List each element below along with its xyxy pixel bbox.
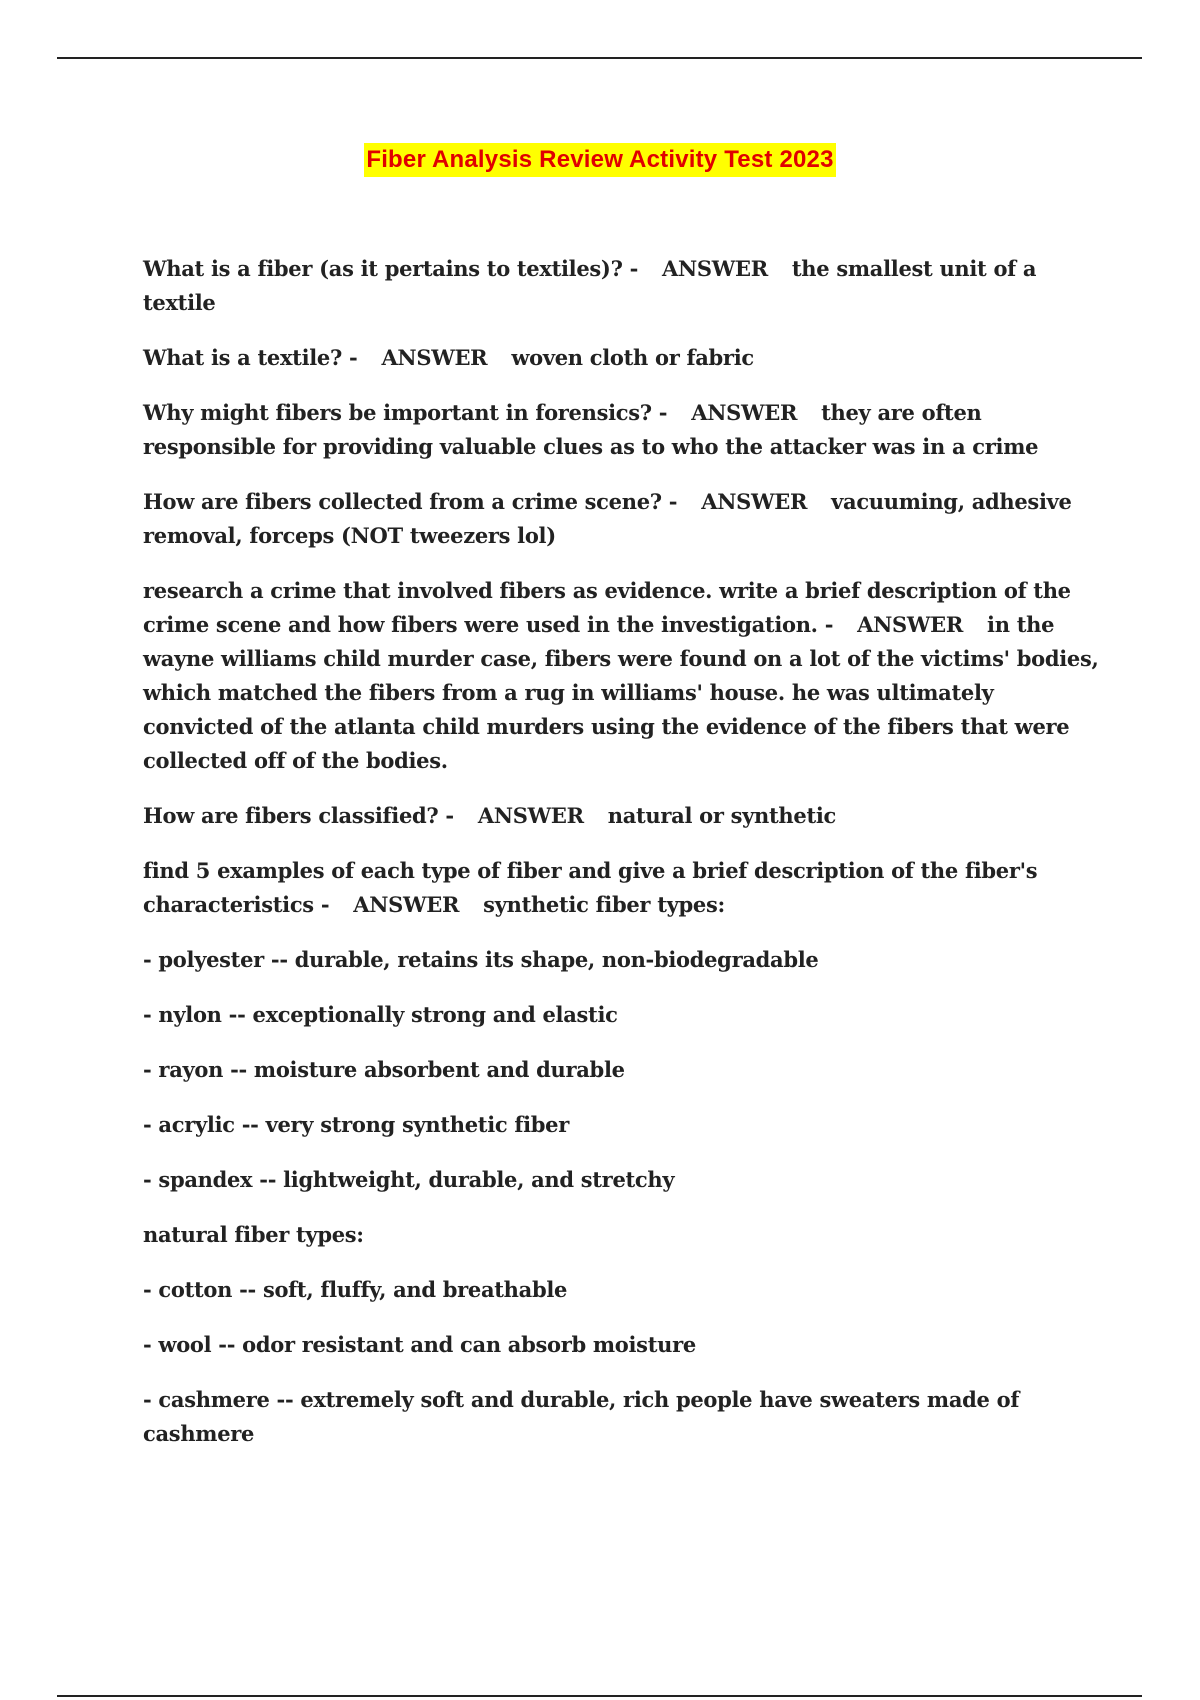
- page-title: Fiber Analysis Review Activity Test 2023: [364, 143, 835, 177]
- qa-item: [143, 574, 1103, 778]
- answer-label: ANSWER: [691, 400, 798, 425]
- question-text: find 5 examples of each type of fiber and give a brief description of the fiber's characteristics -: [143, 858, 1038, 917]
- answer-text: the smallest unit of a textile: [143, 256, 1037, 315]
- natural-list-item: - cashmere -- extremely soft and durable, rich people have sweaters made of cashmere: [143, 1387, 1020, 1446]
- answer-label: ANSWER: [353, 892, 460, 917]
- answer-label: ANSWER: [662, 256, 768, 281]
- title-container: [0, 143, 1200, 177]
- document-body: [143, 252, 1103, 1472]
- question-text: research a crime that involved fibers as evidence. write a brief description of the crime scene and how fibers were used in the investigation. -: [143, 578, 1071, 637]
- qa-item: [143, 341, 1103, 375]
- natural-fiber-heading: natural fiber types:: [143, 1222, 364, 1247]
- answer-text: woven cloth or fabric: [511, 345, 754, 370]
- answer-text: they are often responsible for providing valuable clues as to who the attacker was in a crime: [143, 400, 1039, 459]
- qa-item: [143, 396, 1103, 464]
- answer-text: natural or synthetic: [607, 803, 837, 828]
- question-text: What is a fiber (as it pertains to textiles)? -: [143, 256, 638, 281]
- question-text: How are fibers classified? -: [143, 803, 454, 828]
- answer-label: ANSWER: [477, 803, 584, 828]
- answer-label: ANSWER: [857, 612, 964, 637]
- top-rule: [57, 57, 1142, 59]
- question-text: Why might fibers be important in forensics? -: [143, 400, 668, 425]
- synthetic-list-item: - nylon -- exceptionally strong and elastic: [143, 1002, 618, 1027]
- answer-label: ANSWER: [381, 345, 488, 370]
- bottom-rule: [57, 1695, 1142, 1697]
- natural-list-item: - wool -- odor resistant and can absorb moisture: [143, 1332, 696, 1357]
- synthetic-list-item: - acrylic -- very strong synthetic fiber: [143, 1112, 569, 1137]
- question-text: What is a textile? -: [143, 345, 358, 370]
- answer-text: synthetic fiber types:: [483, 892, 725, 917]
- synthetic-list-item: - rayon -- moisture absorbent and durable: [143, 1057, 625, 1082]
- question-text: How are fibers collected from a crime scene? -: [143, 489, 678, 514]
- synthetic-list-item: - spandex -- lightweight, durable, and stretchy: [143, 1167, 675, 1192]
- answer-text: vacuuming, adhesive removal, forceps (NOT tweezers lol): [143, 489, 1072, 548]
- qa-item: [143, 854, 1103, 922]
- qa-item: [143, 485, 1103, 553]
- synthetic-list-item: - polyester -- durable, retains its shape, non-biodegradable: [143, 947, 819, 972]
- answer-label: ANSWER: [701, 489, 808, 514]
- qa-item: [143, 799, 1103, 833]
- natural-list-item: - cotton -- soft, fluffy, and breathable: [143, 1277, 568, 1302]
- qa-item: [143, 252, 1103, 320]
- answer-text: in the wayne williams child murder case, fibers were found on a lot of the victims' bodies, which matched the fibers from a rug in williams' house. he was ultimately convicted of the atlanta child murders using the evidence of the fibers that were collected off of the bodies.: [143, 612, 1099, 773]
